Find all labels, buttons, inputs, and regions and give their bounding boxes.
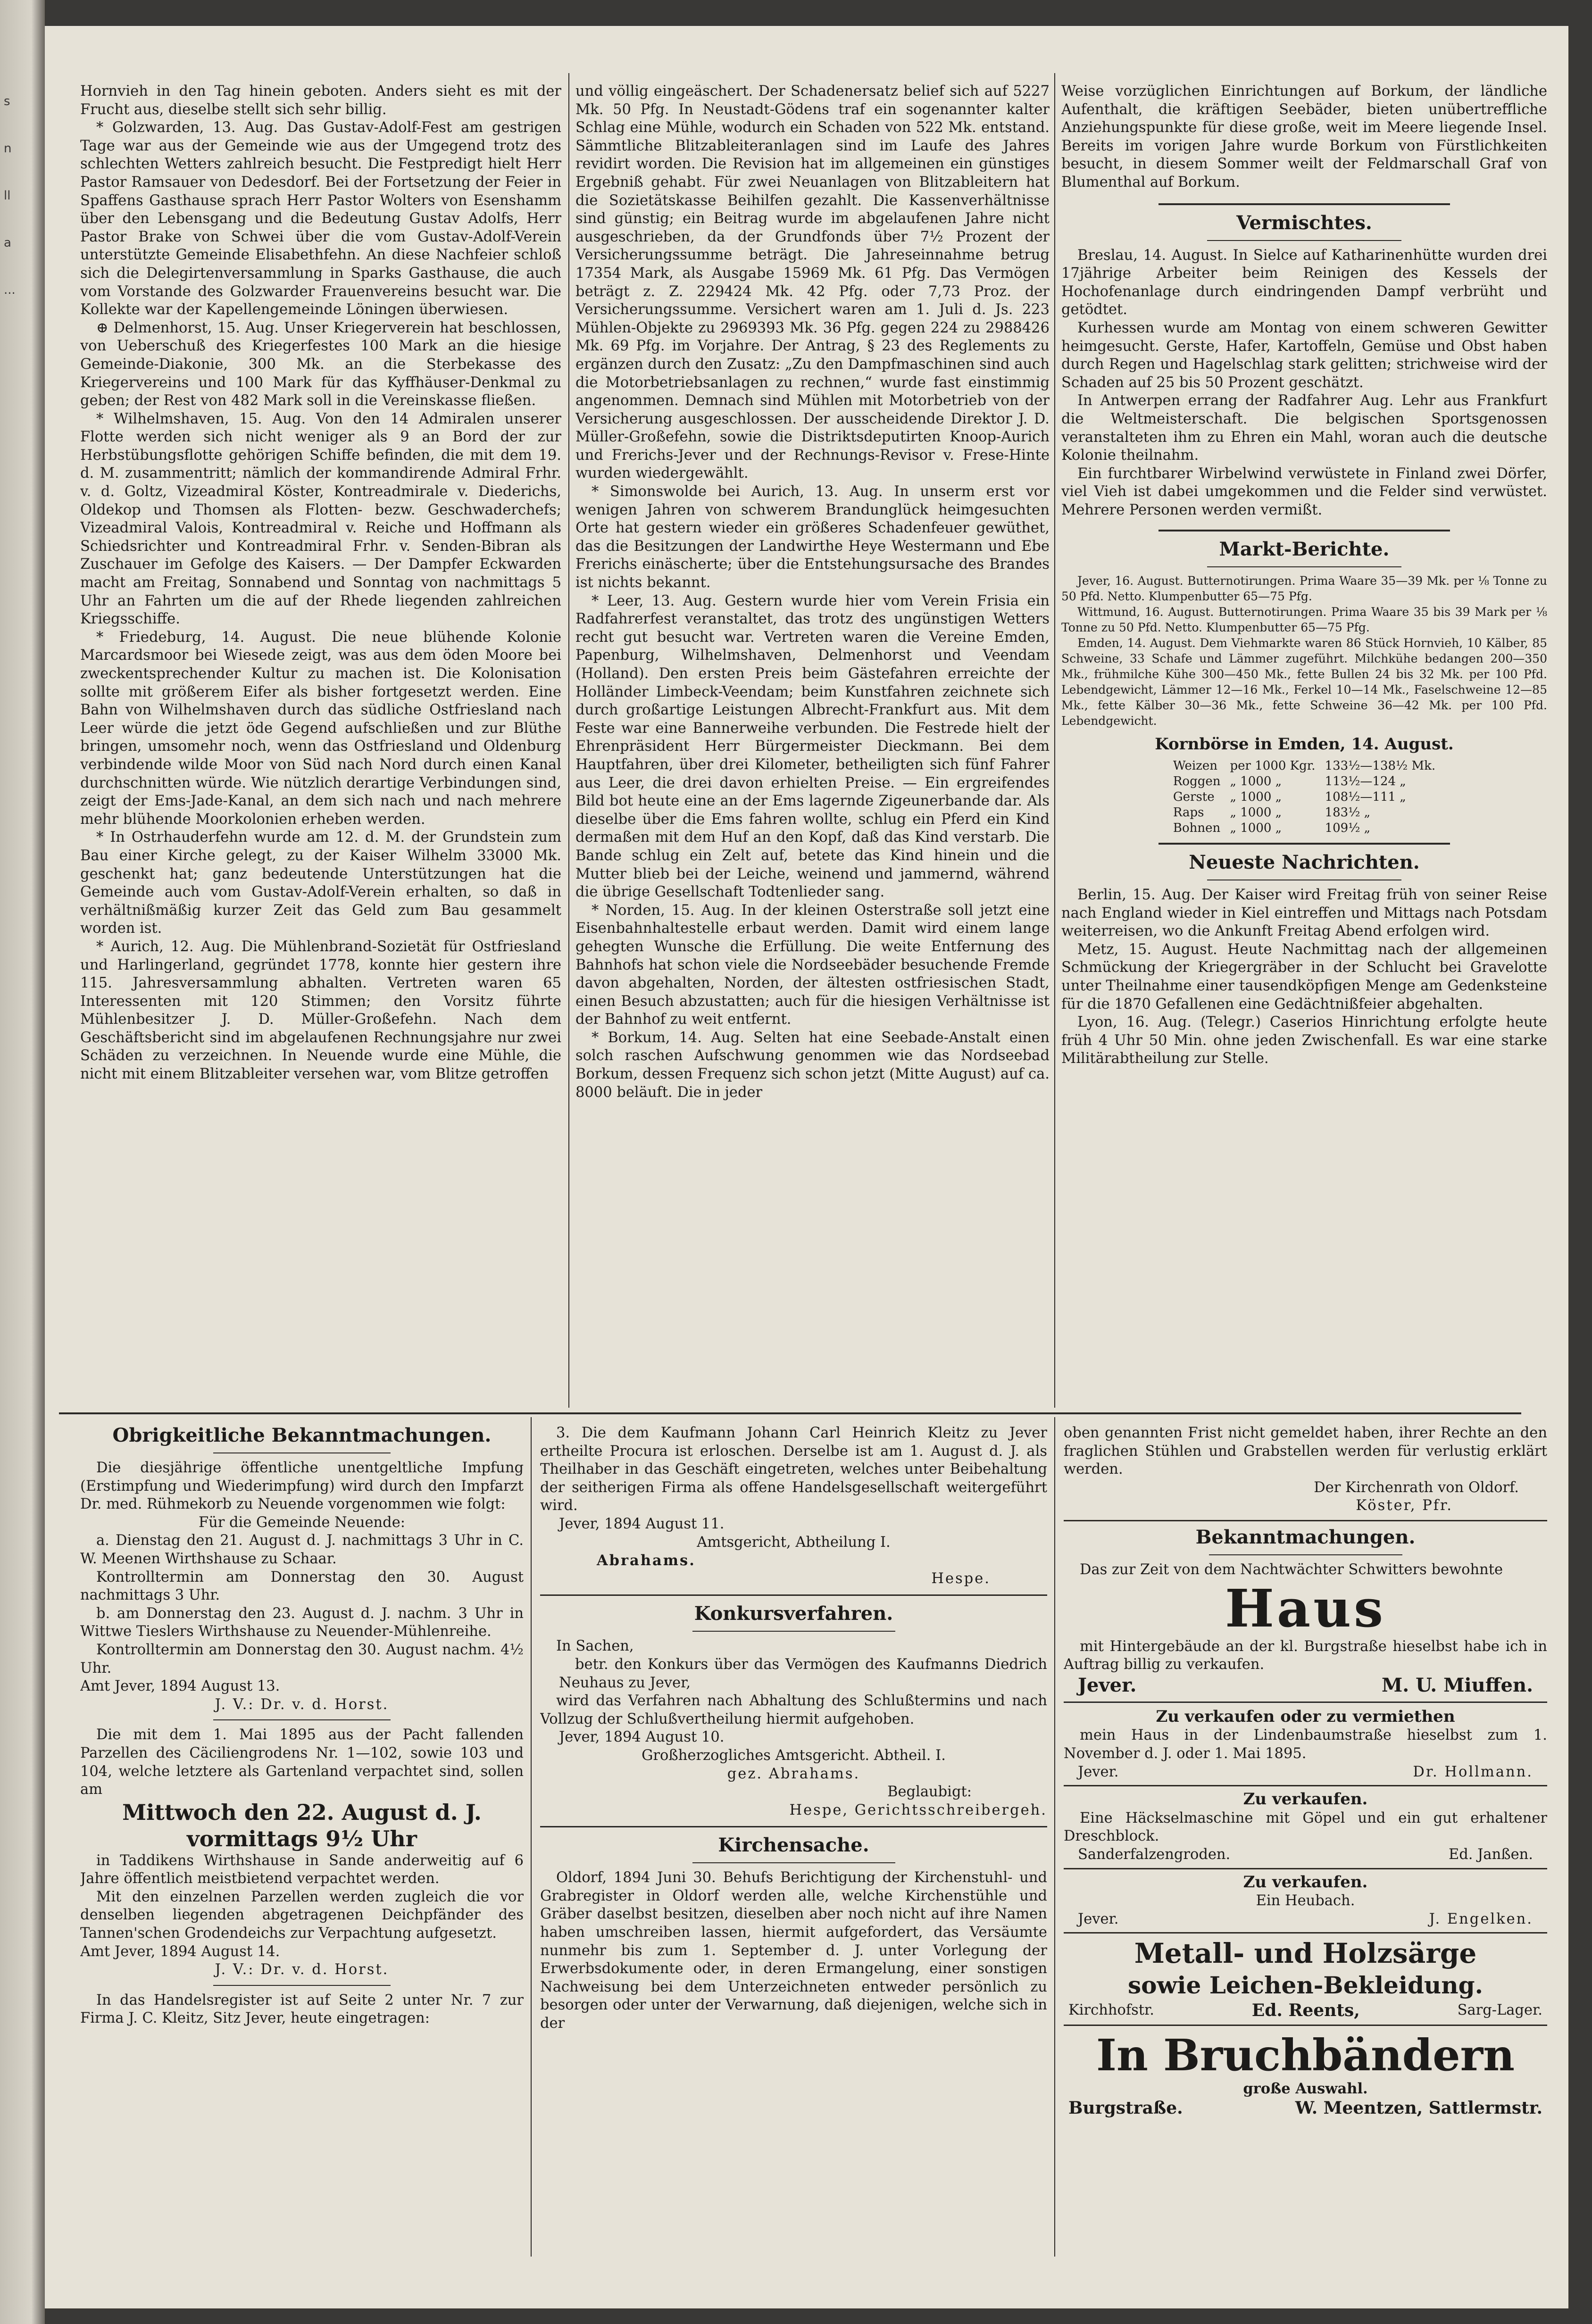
divider	[692, 1862, 895, 1863]
article-paragraph: * Norden, 15. Aug. In der kleinen Osterstraße soll jetzt eine Eisenbahnhaltestelle erbaut werden. Damit wird einem lange gehegten Wunsche die Erfüllung. Die weite Entfernung des Bahnhofs hat schon viele die Nordseebäder besuchende Fremde davon abgehalten, Norden, der ältesten ostfriesischen Stadt, einen Besuch abzustatten; auch für die hiesigen Verhältnisse ist der Bahnhof zu weit entfernt.	[575, 902, 1050, 1028]
ad-heading: Zu verkaufen.	[1243, 1872, 1368, 1892]
grain-price-row	[1168, 805, 1440, 821]
notice-signature: gez. Abrahams.	[727, 1765, 860, 1782]
grain-price-cell: Roggen	[1173, 774, 1221, 789]
borkum-continuation: Weise vorzüglichen Einrichtungen auf Borkum, der ländliche Aufenthalt, die kräftigen Seebäder, bieten unübertreffliche Anziehungspunkte für diese große, weit im Meere liegende Insel. Bereits im vorigen Jahre wurde Borkum von Fürstlichkeiten besucht, in diesem Sommer weilt der Feldmarschall Graf von Blumenthal auf Borkum.	[1061, 83, 1547, 191]
column-divider	[568, 73, 569, 1408]
divider	[1064, 1520, 1547, 1521]
misc-article: Breslau, 14. August. In Sielce auf Katharinenhütte wurden drei 17jährige Arbeiter beim Reinigen des Kessels der Hochofenanlage durch eindringenden Dampf verbrüht und getödtet.	[1061, 247, 1547, 318]
notice-text: wird das Verfahren nach Abhaltung des Schlußtermins und nach Vollzug der Schlußvertheilung hiermit aufgehoben.	[540, 1693, 1047, 1727]
divider	[1209, 1554, 1402, 1555]
announcements-title: Bekanntmachungen.	[1195, 1526, 1416, 1548]
ad-heading: Zu verkaufen.	[1243, 1790, 1368, 1809]
ad-text: mit Hintergebäude an der kl. Burgstraße hieselbst habe ich in Auftrag billig zu verkaufen.	[1064, 1638, 1547, 1673]
market-report: Wittmund, 16. August. Butternotirungen. Prima Waare 35 bis 39 Mark per ⅛ Tonne zu 50 Pfd. Netto. Klumpenbutter 65—75 Pfg.	[1061, 605, 1547, 635]
grain-price-row	[1168, 774, 1440, 789]
news-column-3	[1061, 83, 1547, 1410]
advertisements-column	[1064, 1424, 1547, 2254]
kornboerse-title: Kornbörse in Emden, 14. August.	[1155, 735, 1454, 754]
notice-text: Die diesjährige öffentliche unentgeltliche Impfung (Erstimpfung und Wiederimpfung) wird durch den Impfarzt Dr. med. Rühmekorb zu Neuende vorgenommen wie folgt:	[80, 1460, 524, 1513]
ad-place: Sanderfalzengroden.	[1078, 1846, 1231, 1863]
divider	[1064, 1932, 1547, 1934]
ad-heading: Zu verkaufen oder zu vermiethen	[1156, 1707, 1455, 1726]
divider	[540, 1826, 1047, 1827]
notice-text: b. am Donnerstag den 23. August d. J. nachm. 3 Uhr in Wittwe Tieslers Wirthshause zu Neuender-Mühlenreihe.	[80, 1605, 524, 1640]
article-paragraph: * In Ostrhauderfehn wurde am 12. d. M. der Grundstein zum Bau einer Kirche gelegt, zu der Kaiser Wilhelm 33000 Mk. geschenkt hat; ganz bedeutende Unterstützungen hat die Gemeinde auch vom Gustav-Adolf-Verein erhalten, so daß in verhältnißmäßig kurzer Zeit das Geld zum Bau gesammelt worden ist.	[80, 829, 561, 937]
divider	[1207, 240, 1401, 241]
article-paragraph: und völlig eingeäschert. Der Schadenersatz belief sich auf 5227 Mk. 50 Pfg. In Neustadt-Gödens traf ein sogenannter kalter Schlag eine Mühle, wodurch ein Schaden von 522 Mk. entstand. Sämmtliche Blitzableiteranlagen sind im Laufe des Jahres revidirt worden. Die Revision hat im allgemeinen ein günstiges Ergebniß gehabt. Für zwei Neuanlagen von Blitzableitern hat die Sozietätskasse Beihilfen gezahlt. Die Kassenverhältnisse sind günstig; ein Beitrag wurde im abgelaufenen Jahre nicht ausgeschrieben, da der Grundfonds über 7½ Prozent der Versicherungssumme beträgt. Die Jahreseinnahme betrug 17354 Mark, als Ausgabe 15969 Mk. 61 Pfg. Das Vermögen beträgt z. Z. 229424 Mk. 42 Pfg. oder 7,73 Proz. der Versicherungssumme. Versichert waren am 1. Juli d. Js. 223 Mühlen-Objekte zu 2969393 Mk. 36 Pfg. gegen 224 zu 2988426 Mk. 69 Pfg. im Vorjahre. Der Antrag, § 23 des Reglements zu ergänzen durch den Zusatz: „Zu den Dampfmaschinen sind auch die Motorbetriebsanlagen zu rechnen,“ wurde fast einstimmig angenommen. Demnach sind Mühlen mit Motorbetrieb von der Versicherung ausgeschlossen. Der ausscheidende Direktor J. D. Müller-Großefehn, sowie die Distriktsdeputirten Knoop-Aurich und Frerichs-Jever und der Rechnungs-Revisor v. Frese-Hinte wurden wiedergewählt.	[575, 83, 1050, 482]
grain-price-cell: Weizen	[1173, 759, 1217, 773]
latest-news	[1061, 886, 1547, 1068]
divider	[213, 1719, 391, 1720]
notice-text: betr. den Konkurs über das Vermögen des Kaufmanns Diedrich Neuhaus zu Jever,	[559, 1656, 1047, 1691]
notice-text: In das Handelsregister ist auf Seite 2 unter Nr. 7 zur Firma J. C. Kleitz, Sitz Jever, heute eingetragen:	[80, 1992, 524, 2027]
newspaper-page	[45, 26, 1568, 2308]
article-paragraph: * Borkum, 14. Aug. Selten hat eine Seebade-Anstalt einen solch raschen Aufschwung genommen wie das Nordseebad Borkum, dessen Frequenz sich schon jetzt (Mitte August) auf ca. 8000 beläuft. Die in jeder	[575, 1029, 1050, 1101]
grain-price-cell: „ 1000 „	[1230, 774, 1282, 789]
ad-advertiser: Dr. Hollmann.	[1413, 1763, 1533, 1780]
ad-truss-headline: In Bruchbändern	[1096, 2029, 1515, 2081]
grain-price-cell: 183½ „	[1325, 805, 1371, 820]
article-paragraph: * Aurich, 12. Aug. Die Mühlenbrand-Sozietät für Ostfriesland und Harlingerland, gegründet 1778, konnte hier gestern ihre 115. Jahresversammlung abhalten. Vertreten waren 65 Interessenten mit 120 Stimmen; den Vorsitz führte Mühlenbesitzer J. D. Müller-Großefehn. Nach dem Geschäftsbericht sind im abgelaufenen Rechnungsjahre nur zwei Schäden zu verzeichnen. In Neuende wurde eine Mühle, die nicht mit einem Blitzableiter versehen war, vom Blitze getroffen	[80, 938, 561, 1083]
grain-price-cell: „ 1000 „	[1230, 790, 1282, 805]
column-divider	[531, 1417, 532, 2257]
grain-price-row	[1168, 821, 1440, 836]
grain-price-table	[1168, 758, 1440, 836]
ad-text: Ein Heubach.	[1256, 1892, 1355, 1909]
edge-mark: ...	[4, 283, 16, 297]
news-column-1	[80, 83, 561, 1410]
notice-text: in Taddikens Wirthshause in Sande anderweitig auf 6 Jahre öffentlich meistbietend verpachtet werden.	[80, 1852, 524, 1887]
grain-price-row	[1168, 789, 1440, 805]
notice-text: oben genannten Frist nicht gemeldet haben, ihrer Rechte an den fraglichen Stühlen und Grabstellen werden für verlustig erklärt werden.	[1064, 1425, 1547, 1478]
notice-date: Amt Jever, 1894 August 13.	[80, 1678, 280, 1695]
grain-price-cell: „ 1000 „	[1230, 821, 1282, 836]
notice-text: Mit den einzelnen Parzellen werden zugleich die vor denselben liegenden abgetragenen Deichpfänder des Tannen'schen Grodendeichs zur Verpachtung aufgesetzt.	[80, 1888, 524, 1942]
news-column-2	[575, 83, 1050, 1410]
divider	[1064, 2025, 1547, 2026]
ad-place: Burgstraße.	[1068, 2098, 1183, 2118]
section-title-news: Neueste Nachrichten.	[1189, 851, 1420, 874]
divider	[1064, 1785, 1547, 1786]
article-paragraph: * Leer, 13. Aug. Gestern wurde hier vom Verein Frisia ein Radfahrerfest veranstaltet, das trotz des ungünstigen Wetters recht gut besucht war. Vertreten waren die Vereine Emden, Papenburg, Wilhelmshaven, Delmenhorst und Veendam (Holland). Den ersten Preis beim Gästefahren erreichte der Holländer Limbeck-Veendam; beim Kunstfahren zeichnete sich durch großartige Leistungen Albrecht-Frankfurt aus. Mit dem Feste war eine Bannerweihe verbunden. Die Festrede hielt der Ehrenpräsident Herr Bürgermeister Dieckmann. Bei dem Hauptfahren, über drei Kilometer, betheiligten sich fünf Fahrer aus Leer, die drei davon erhielten Preise. — Ein ergreifendes Bild bot heute eine an der Ems lagernde Zigeunerbande dar. Als dieselbe über die Ems fahren wollte, schlug ein Pferd ein Kind dermaßen mit dem Huf an den Kopf, daß das Kind verstarb. Die Bande schlug ein Zelt auf, betete das Kind hinein und die Mutter blieb bei der Leiche, weinend und jammernd, während die übrige Gesellschaft Todtenlieder sang.	[575, 592, 1050, 901]
auction-time: vormittags 9½ Uhr	[187, 1826, 417, 1851]
ad-text: Das zur Zeit von dem Nachtwächter Schwitters bewohnte	[1080, 1561, 1503, 1578]
grain-price-cell: 133½—138½ Mk.	[1325, 759, 1436, 773]
ad-place: Jever.	[1078, 1910, 1119, 1927]
market-report: Emden, 14. August. Dem Viehmarkte waren 86 Stück Hornvieh, 10 Kälber, 85 Schweine, 33 Schafe und Lämmer zugeführt. Milchkühe bedangen 200—350 Mk., frühmilche Kühe 300—450 Mk., fette Bullen 24 bis 32 Mk. per 100 Pfd. Lebendgewicht, Lämmer 12—16 Mk., Ferkel 10—14 Mk., Faselschweine 12—85 Mk., fette Kälber 30—36 Mk., fette Schweine 36—42 Mk. per 100 Pfd. Lebendgewicht.	[1061, 636, 1547, 728]
ad-text: Eine Häckselmaschine mit Göpel und ein gut erhaltener Dreschblock.	[1064, 1809, 1547, 1845]
notice-signature: Köster, Pfr.	[1356, 1497, 1453, 1514]
notice-text: Für die Gemeinde Neuende:	[198, 1514, 406, 1531]
section-divider	[59, 1412, 1521, 1414]
auction-date: Mittwoch den 22. August d. J.	[122, 1799, 482, 1825]
notice-signature: Hespe.	[931, 1570, 991, 1587]
notice-text: a. Dienstag den 21. August d. J. nachmittags 3 Uhr in C. W. Meenen Wirthshause zu Schaar.	[80, 1532, 524, 1567]
section-title-misc: Vermischtes.	[1236, 211, 1372, 234]
grain-price-cell: Raps	[1173, 805, 1204, 820]
church-notice-title: Kirchensache.	[718, 1834, 869, 1857]
ad-place: Jever.	[1078, 1763, 1119, 1780]
edge-mark: a	[4, 236, 11, 250]
column-divider	[1054, 1417, 1055, 2257]
section-title-market: Markt-Berichte.	[1219, 538, 1390, 561]
grain-price-cell: 108½—111 „	[1325, 790, 1406, 805]
edge-mark: n	[4, 141, 12, 156]
grain-price-cell: 113½—124 „	[1325, 774, 1406, 789]
notice-court: Großherzogliches Amtsgericht. Abtheil. I.	[642, 1747, 946, 1764]
ad-place: Kirchhofstr.	[1068, 2002, 1154, 2019]
divider	[1207, 566, 1401, 567]
news-item: Metz, 15. August. Heute Nachmittag nach der allgemeinen Schmückung der Kriegergräber in der Schlucht bei Gravelotte unter Theilnahme einer tausendköpfigen Menge am Gedenksteine für die 1870 Gefallenen eine Gedächtnißfeier abgehalten.	[1061, 941, 1547, 1013]
news-item: Berlin, 15. Aug. Der Kaiser wird Freitag früh von seiner Reise nach England wieder in Kiel eintreffen und Mittags nach Potsdam weiterreisen, wo die Ankunft Freitag Abend erfolgen wird.	[1061, 887, 1547, 940]
divider	[1064, 1868, 1547, 1869]
misc-article: Ein furchtbarer Wirbelwind verwüstete in Finland zwei Dörfer, viel Vieh ist dabei umgekommen und die Felder sind verwüstet. Mehrere Personen werden vermißt.	[1061, 465, 1547, 518]
edge-mark: ll	[4, 189, 11, 203]
divider	[692, 1631, 895, 1632]
notice-signature: Der Kirchenrath von Oldorf.	[1314, 1479, 1519, 1496]
ad-advertiser: J. Engelken.	[1429, 1910, 1533, 1927]
notice-date: Jever, 1894 August 10.	[559, 1729, 725, 1746]
misc-articles	[1061, 247, 1547, 520]
divider	[1159, 203, 1450, 205]
notice-text: Die mit dem 1. Mai 1895 aus der Pacht fallenden Parzellen des Cäciliengrodens Nr. 1—102, sowie 103 und 104, welche letztere als Gartenland verpachtet sind, sollen am	[80, 1726, 524, 1798]
ad-haus-headline: Haus	[1225, 1577, 1386, 1639]
grain-price-cell: „ 1000 „	[1230, 805, 1282, 820]
notice-certified: Beglaubigt:	[887, 1784, 972, 1801]
notice-signature: J. V.: Dr. v. d. Horst.	[215, 1961, 389, 1978]
market-reports	[1061, 573, 1547, 729]
edge-mark: s	[4, 94, 10, 108]
misc-article: Kurhessen wurde am Montag von einem schweren Gewitter heimgesucht. Gerste, Hafer, Kartoffeln, Gemüse und Obst haben durch Regen und Hagelschlag stark gelitten; strichweise wird der Schaden auf 25 bis 50 Prozent geschätzt.	[1061, 319, 1547, 391]
notice-text: In Sachen,	[556, 1638, 634, 1655]
notice-signature: Hespe, Gerichtsschreibergeh.	[789, 1801, 1047, 1818]
notice-date: Amt Jever, 1894 August 14.	[80, 1943, 280, 1960]
notice-court: Amtsgericht, Abtheilung I.	[697, 1534, 891, 1551]
ad-text: große Auswahl.	[1243, 2080, 1368, 2097]
misc-article: In Antwerpen errang der Radfahrer Aug. Lehr aus Frankfurt die Weltmeisterschaft. Die belgischen Sportsgenossen veranstalteten ihm zu Ehren ein Mahl, woran auch die deutsche Kolonie theilnahm.	[1061, 392, 1547, 464]
divider	[1159, 530, 1450, 531]
news-item: Lyon, 16. Aug. (Telegr.) Caserios Hinrichtung erfolgte heute früh 4 Uhr 50 Min. ohne jeden Zwischenfall. Es war eine starke Militärabtheilung zur Stelle.	[1061, 1014, 1547, 1067]
divider	[213, 1452, 391, 1453]
article-paragraph: * Golzwarden, 13. Aug. Das Gustav-Adolf-Fest am gestrigen Tage war aus der Gemeinde wie aus der Umgegend trotz des schlechten Wetters zahlreich besucht. Die Festpredigt hielt Herr Pastor Ramsauer von Dedesdorf. Bei der Fortsetzung der Feier in Spaffens Gasthause sprach Herr Pastor Wolters von Esenshamm über den Lebensgang und die Bedeutung Gustav Adolfs, Herr Pastor Brake von Schwei über die vom Gustav-Adolf-Verein unterstützte Gemeinde Elisabethfehn. An diese Nachfeier schloß sich die Delegirtenversammlung in Sparks Gasthause, die auch vom Vorstande des Golzwarder Frauenvereins besucht war. Die Kollekte war der Kapellengemeinde Löningen überwiesen.	[80, 119, 561, 318]
notice-text: Kontrolltermin am Donnerstag den 30. August nachm. 4½ Uhr.	[80, 1641, 524, 1677]
column-divider	[1054, 73, 1055, 1408]
notice-signature: J. V.: Dr. v. d. Horst.	[215, 1696, 389, 1713]
grain-price-cell: per 1000 Kgr.	[1230, 759, 1316, 773]
grain-price-cell: Bohnen	[1173, 821, 1221, 836]
ad-coffin-subheadline: sowie Leichen-Bekleidung.	[1128, 1971, 1483, 2000]
notice-text: Oldorf, 1894 Juni 30. Behufs Berichtigung der Kirchenstuhl- und Grabregister in Oldorf werden alle, welche Kirchenstühle und Gräber daselbst besitzen, dieselben aber noch nicht auf ihre Namen haben umschreiben lassen, hiermit aufgefordert, das Versäumte nunmehr bis zum 1. September d. J. unter Vorlegung der Erwerbsdokumente oder, in deren Ermangelung, einer sonstigen Nachweisung bei dem Unterzeichneten entweder persönlich zu besorgen oder unter der Verwarnung, daß diejenigen, welche sich in der	[540, 1869, 1047, 2032]
notice-text: Kontrolltermin am Donnerstag den 30. August nachmittags 3 Uhr.	[80, 1569, 524, 1604]
grain-price-row	[1168, 758, 1440, 774]
article-paragraph: ⊕ Delmenhorst, 15. Aug. Unser Kriegerverein hat beschlossen, von Ueberschuß des Kriegerfestes 100 Mark an die hiesige Gemeinde-Diakonie, 300 Mk. an die Sterbekasse des Kriegervereins und 100 Mark für das Kyffhäuser-Denkmal zu geben; der Rest von 482 Mark soll in die Vereinskasse fließen.	[80, 319, 561, 409]
ad-text: mein Haus in der Lindenbaumstraße hieselbst zum 1. November d. J. oder 1. Mai 1895.	[1064, 1727, 1547, 1762]
notice-signature: Abrahams.	[597, 1552, 696, 1569]
ad-advertiser: Ed. Janßen.	[1449, 1846, 1533, 1863]
article-paragraph: * Simonswolde bei Aurich, 13. Aug. In unserm erst vor wenigen Jahren von schwerem Brandunglück heimgesuchten Orte hat gestern wieder ein größeres Schadenfeuer gewüthet, das die Besitzungen der Landwirthe Heye Westermann und Ebe Frerichs einäscherte; über die Entstehungsursache des Brandes ist nichts bekannt.	[575, 483, 1050, 591]
article-paragraph: * Friedeburg, 14. August. Die neue blühende Kolonie Marcardsmoor bei Wiesede zeigt, was aus dem öden Moore bei zweckentsprechender Kultur zu machen ist. Die Kolonisation sollte mit größerem Eifer als bisher fortgesetzt werden. Eine Bahn von Wilhelmshaven durch das südliche Ostfriesland nach Leer würde die jetzt öde Gegend aufschließen und zur Blüthe bringen, umsomehr noch, wenn das Ostfriesland und Oldenburg verbindende wilde Moor von Süd nach Nord durch einen Kanal durchschnitten würde. Wie nützlich derartige Verbindungen sind, zeigt der Ems-Jade-Kanal, an dem sich nach und nach mehrere mehr blühende Moorkolonien erheben werden.	[80, 629, 561, 828]
ad-advertiser: M. U. Miuffen.	[1381, 1674, 1533, 1696]
divider	[213, 1985, 391, 1986]
binding-edge	[0, 0, 45, 2324]
grain-price-cell: 109½ „	[1325, 821, 1371, 836]
ad-place: Jever.	[1078, 1674, 1137, 1696]
bankruptcy-title: Konkursverfahren.	[694, 1602, 893, 1625]
notice-text: 3. Die dem Kaufmann Johann Carl Heinrich Kleitz zu Jever ertheilte Procura ist erloschen. Derselbe ist am 1. August d. J. als Theilhaber in das Geschäft eingetreten, welches unter Beibehaltung der seitherigen Firma als offene Handelsgesellschaft weitergeführt wird.	[540, 1425, 1047, 1514]
market-report: Jever, 16. August. Butternotirungen. Prima Waare 35—39 Mk. per ⅛ Tonne zu 50 Pfd. Netto. Klumpenbutter 65—75 Pfg.	[1061, 574, 1547, 604]
notice-date: Jever, 1894 August 11.	[559, 1515, 725, 1532]
grain-price-cell: Gerste	[1173, 790, 1215, 805]
official-notices-column	[80, 1424, 524, 2254]
article-paragraph: Hornvieh in den Tag hinein geboten. Anders sieht es mit der Frucht aus, dieselbe stellt sich sehr billig.	[80, 83, 561, 118]
article-paragraph: * Wilhelmshaven, 15. Aug. Von den 14 Admiralen unserer Flotte werden sich nicht weniger als 9 an Bord der zur Herbstübungsflotte gehörigen Schiffe befinden, die mit dem 19. d. M. zusammentritt; nämlich der kommandirende Admiral Frhr. v. d. Goltz, Vizeadmiral Köster, Kontreadmirale v. Diederichs, Oldekop und Thomsen als Flotten- bezw. Geschwaderchefs; Vizeadmiral Valois, Kontreadmiral v. Reiche und Hoffmann als Schiedsrichter und Kontreadmiral Frhr. v. Senden-Bibran als Zuschauer im Gefolge des Kaisers. — Der Dampfer Eckwarden macht am Freitag, Sonnabend und Sonntag von nachmittags 5 Uhr an Fahrten um die auf der Rhede liegenden zahlreichen Kriegsschiffe.	[80, 410, 561, 628]
official-notices-title: Obrigkeitliche Bekanntmachungen.	[112, 1424, 492, 1446]
ad-note: Sarg-Lager.	[1457, 2002, 1542, 2019]
divider	[540, 1594, 1047, 1596]
court-notices-column	[540, 1424, 1047, 2254]
ad-coffin-headline: Metall- und Holzsärge	[1134, 1937, 1477, 1970]
ad-advertiser: W. Meentzen, Sattlermstr.	[1295, 2098, 1542, 2118]
divider	[1064, 1702, 1547, 1703]
divider	[1159, 843, 1450, 845]
ad-advertiser: Ed. Reents,	[1251, 2000, 1360, 2021]
